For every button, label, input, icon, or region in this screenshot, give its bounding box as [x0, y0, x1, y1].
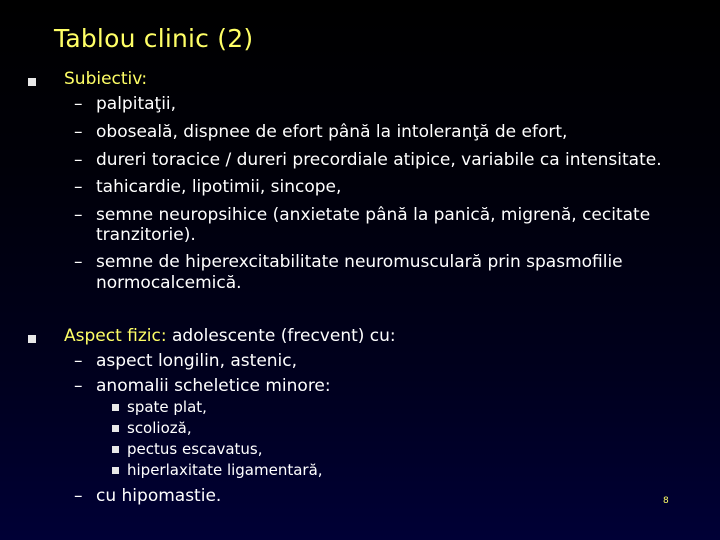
list-item: cu hipomastie. — [96, 486, 222, 506]
square-bullet-icon — [112, 446, 119, 453]
physical-aspect-heading — [64, 326, 396, 347]
sub-list-item: spate plat, — [127, 398, 207, 416]
list-item: tahicardie, lipotimii, sincope, — [96, 177, 342, 197]
list-item: oboseală, dispnee de efort până la intoleranţă de efort, — [96, 122, 568, 142]
list-item: semne neuropsihice (anxietate până la panică, migrenă, cecitate — [96, 205, 651, 225]
dash-icon: – — [74, 376, 83, 396]
dash-icon: – — [74, 252, 83, 272]
subjective-label: Subiectiv: — [64, 69, 148, 89]
list-item: semne de hiperexcitabilitate neuromusculară prin spasmofilie — [96, 252, 623, 272]
dash-icon: – — [74, 205, 83, 225]
list-item: aspect longilin, astenic, — [96, 351, 298, 371]
physical-aspect-text: adolescente (frecvent) cu: — [166, 326, 396, 346]
square-bullet-icon — [28, 78, 36, 86]
square-bullet-icon — [28, 335, 36, 343]
dash-icon: – — [74, 177, 83, 197]
dash-icon: – — [74, 351, 83, 371]
list-item-continuation: tranzitorie). — [96, 225, 196, 245]
slide-title: Tablou clinic (2) — [54, 24, 254, 53]
page-number: 8 — [663, 496, 669, 506]
sub-list-item: scolioză, — [127, 419, 192, 437]
dash-icon: – — [74, 122, 83, 142]
list-item: dureri toracice / dureri precordiale atipice, variabile ca intensitate. — [96, 150, 662, 170]
list-item: anomalii scheletice minore: — [96, 376, 331, 396]
sub-list-item: pectus escavatus, — [127, 440, 263, 458]
sub-list-item: hiperlaxitate ligamentară, — [127, 461, 323, 479]
physical-aspect-label: Aspect fizic: — [64, 326, 167, 346]
list-item: palpitaţii, — [96, 94, 177, 114]
square-bullet-icon — [112, 425, 119, 432]
square-bullet-icon — [112, 404, 119, 411]
dash-icon: – — [74, 486, 83, 506]
list-item-continuation: normocalcemică. — [96, 273, 242, 293]
square-bullet-icon — [112, 467, 119, 474]
dash-icon: – — [74, 94, 83, 114]
dash-icon: – — [74, 150, 83, 170]
